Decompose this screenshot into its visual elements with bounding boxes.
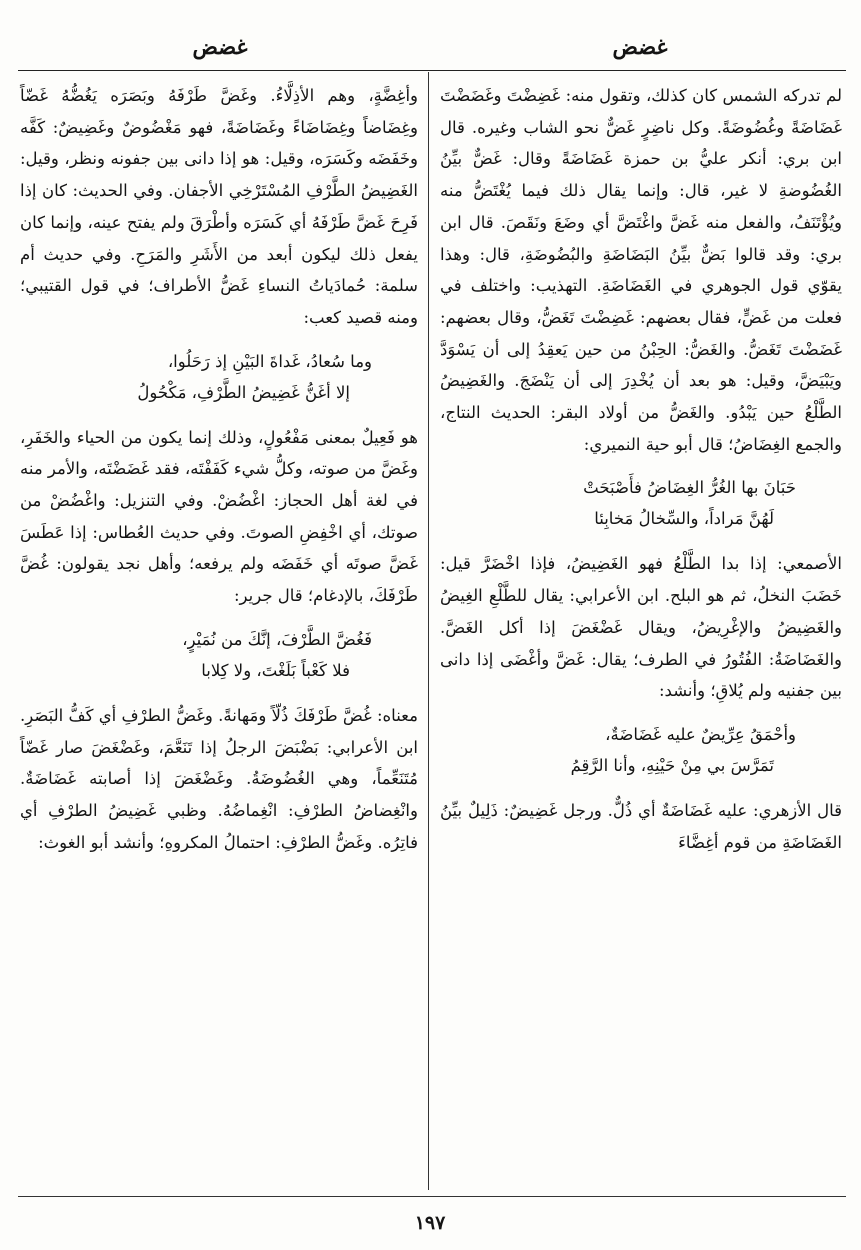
verse-line: إلا أغَنُّ غَضِيضُ الطَّرْفِ، مَكْحُولُ: [137, 382, 350, 402]
header-word-left: غضض: [192, 34, 248, 59]
verse-line: فَغُضَّ الطَّرْفَ، إنَّكَ من نُمَيْرٍ،: [182, 629, 372, 649]
right-column: [440, 80, 842, 858]
right-verse-1: [440, 472, 842, 534]
left-verse-1: [20, 346, 418, 408]
right-verse-2: [440, 719, 842, 781]
column-divider: [428, 72, 429, 1190]
page-number: ١٩٧: [414, 1212, 446, 1234]
left-column: [20, 80, 418, 858]
right-paragraph-3: قال الأزهري: عليه غَضَاضَةٌ أي ذُلٌّ. ورجل غَضِيضٌ: ذَلِيلٌ بيِّنُ الغَضَاضَةِ من قوم أغِضَّاءَ: [440, 800, 842, 852]
verse-line: وما سُعادُ، غَداةَ البَيْنِ إذ رَحَلُوا،: [167, 351, 372, 371]
top-rule: [18, 70, 846, 71]
left-paragraph-2: هو فَعِيلٌ بمعنى مَفْعُولٍ، وذلك إنما يكون من الحياء والخَفَرِ، وغَضَّ من صوته، وكلُّ شيء كَفَفْتَه، فقد غَضَضْتَه، والأمر منه في لغة أهل الحجاز: اغْضُضْ. وفي التنزيل: واغْضُضْ من صوتك، أي اخْفِضِ الصوتَ. وفي حديث العُطاس: إذا عَطَسَ غَضَّ صوتَه أي خَفَضَه ولم يرفعه؛ وأهل نجد يقولون: غُضَّ طَرْفَكَ، بالإدغام؛ قال جرير:: [20, 427, 418, 606]
right-paragraph-2: الأصمعي: إذا بدا الطَّلْعُ فهو الغَضِيضُ، فإذا اخْضَرَّ قيل: خَضَبَ النخلُ، ثم هو البلح. ابن الأعرابي: يقال للطَّلْعِ الغِيضُ والغَضِيضُ والإغْرِيضُ، ويقال غَضْغَضَ إذا أكل الغَضَّ. والغَضَاضَةُ: الفُتُورُ في الطرف؛ يقال: غَضَّ وأغْضَى إذا دانى بين جفنيه ولم يُلاقِ؛ وأنشد:: [440, 554, 842, 701]
verse-line: حَبَانَ بها الغُرُّ الغِضَاضُ فأَصْبَحَتْ: [583, 478, 796, 498]
bottom-rule: [18, 1196, 846, 1197]
right-paragraph-1: لم تدركه الشمس كان كذلك، وتقول منه: غَضِضْتَ وغَضَضْتَ غَضَاضَةً وغُضُوضَةً. وكل ناضِرٍ غَضٌّ نحو الشاب وغيره. قال ابن بري: أنكر عليُّ بن حمزة غَضَاضَةً وقال: غَضٌّ بيِّنُ الغُضُوضةِ لا غير، قال: وإنما يقال ذلك فيما يُغْتَضُّ منه ويُؤْتَنَفُ، والفعل منه غَضَّ واغْتَضَّ أي وضَعَ ونَقَصَ. قال ابن بري: وقد قالوا بَضٌّ بيِّنُ البَضَاضَةِ والبُضُوضَةِ، قال: وهذا يقوّي قول الجوهري في الغَضَاضَةِ. التهذيب: واختلف في فعلت من غَضٍّ، فقال بعضهم: غَضِضْتَ تَغَضُّ، وقال بعضهم: غَضَضْتَ تَغَضُّ. والغَضُّ: الحِبْنُ من حين يَعقِدُ إلى أن يَسْوَدَّ ويَبْيَضَّ، وقيل: هو بعد أن يُخْدِرَ إلى أن يَنْضَجَ. والغَضِيضُ الطَّلْعُ حين يَبْدُو. والغَضُّ من أولاد البقر: الحديث النتاج، والجمع الغِضَاضُ؛ قال أبو حية النميري:: [440, 86, 842, 454]
verse-line: تَمَرَّسَ بي مِنْ حَيْنِهِ، وأنا الرَّقِمُ: [570, 755, 774, 775]
verse-line: لَهُنَّ مَراداً، والسِّخالُ مَخابِئا: [594, 509, 774, 529]
left-paragraph-1: وأغِضَّةٍ، وهم الأذِلَّاءُ. وغَضَّ طَرْفَهُ وبَصَرَه يَغُضُّهُ غَضّاً وغِضَاضاً وغِضَاضَاءً وغَضَاضَةً، فهو مَغْضُوضٌ وغَضِيضٌ: كَفَّه وخَفَضَه وكَسَرَه، وقيل: هو إذا دانى بين جفونه ونظر، وقيل: الغَضِيضُ الطَّرْفِ المُسْتَرْخِي الأجفان. وفي الحديث: كان إذا فَرِحَ غَضَّ طَرْفَهُ أي كَسَرَه وأطْرَقَ ولم يفتح عينه، وإنما كان يفعل ذلك ليكون أبعد من الأَشَرِ والمَرَحِ. وفي حديث أم سلمة: حُمادَياتُ النساءِ غَضُّ الأطراف؛ في قول القتيبي؛ ومنه قصيد كعب:: [20, 86, 418, 327]
header-word-right: غضض: [612, 34, 668, 59]
verse-line: فلا كَعْباً بَلَغْتَ، ولا كِلابا: [201, 660, 350, 680]
verse-line: وأحْمَقُ عِرِّيضٌ عليه غَضَاضَةٌ،: [605, 724, 796, 744]
left-paragraph-3: معناه: غُضَّ طَرْفَكَ ذُلّاً ومَهانةً. وغَضُّ الطرْفِ أي كَفُّ البَصَرِ. ابن الأعرابي: بَضْبَضَ الرجلُ إذا تَنَعَّمَ، وغَضْغَضَ صار غَضّاً مُتَنَعِّماً، وهي الغُضُوضَةُ. وغَضْغَضَ إذا أصابته غَضَاضَةٌ. وانْغِضاضُ الطرْفِ: انْغِماضُهُ. وظبي غَضِيضُ الطرْفِ أي فاتِرُه. وغَضُّ الطرْفِ: احتمالُ المكروهِ؛ وأنشد أبو الغوث:: [20, 705, 418, 852]
left-verse-2: [20, 624, 418, 686]
